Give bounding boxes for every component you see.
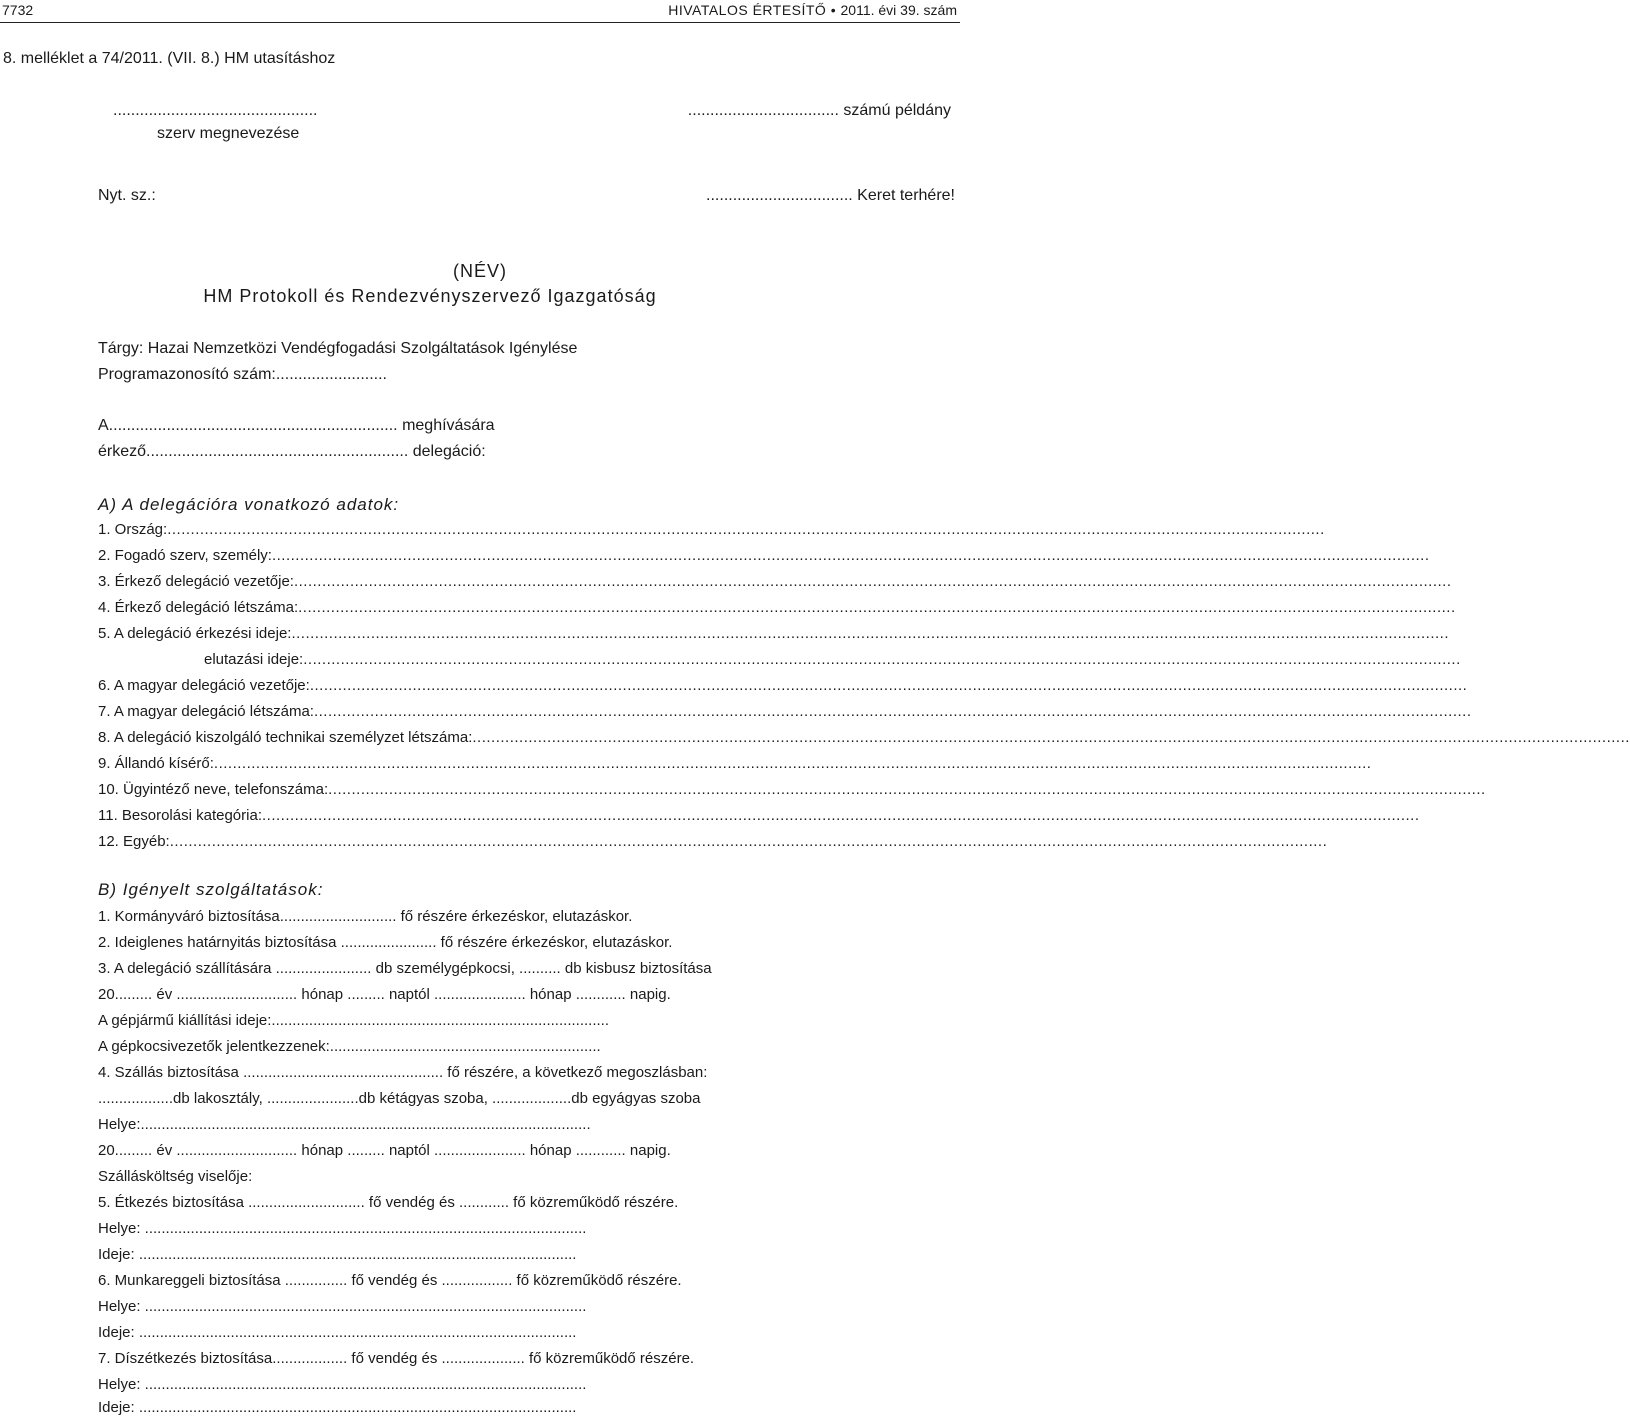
form-field bbox=[98, 521, 1325, 543]
service-line: A gépkocsivezetők jelentkezzenek:................................................................. bbox=[98, 1038, 601, 1055]
form-field bbox=[98, 573, 1452, 595]
service-line: Helye: .......................................................................................................... bbox=[98, 1376, 587, 1393]
form-field bbox=[98, 599, 1456, 621]
dotted-leader: ........................................................................................................................................................................................................................................................ bbox=[472, 729, 1630, 746]
form-field bbox=[98, 651, 1461, 673]
dotted-leader: ........................................................................................................................................................................................................................................................ bbox=[167, 521, 1325, 538]
field-label: 11. Besorolási kategória: bbox=[98, 807, 262, 824]
recipient-department: HM Protokoll és Rendezvényszervező Igazgatóság bbox=[203, 286, 657, 306]
budget-frame-field: ................................. Keret terhére! bbox=[706, 187, 955, 204]
service-line: 3. A delegáció szállítására ....................... db személygépkocsi, .......... db kisbusz biztosítása bbox=[98, 960, 712, 977]
dotted-leader: ........................................................................................................................................................................................................................................................ bbox=[309, 677, 1468, 694]
dotted-leader: ........................................................................................................................................................................................................................................................ bbox=[169, 833, 1328, 850]
dotted-leader: ........................................................................................................................................................................................................................................................ bbox=[328, 781, 1486, 798]
service-line: Ideje: ......................................................................................................... bbox=[98, 1246, 577, 1263]
bullet-separator: • bbox=[830, 2, 837, 18]
org-name-blank: .............................................. bbox=[113, 102, 318, 119]
issue-label: 2011. évi 39. szám bbox=[840, 2, 957, 18]
header-rule bbox=[0, 22, 960, 23]
invitation-line: A................................................................. meghívására bbox=[98, 417, 495, 434]
dotted-leader: ........................................................................................................................................................................................................................................................ bbox=[313, 703, 1472, 720]
dotted-leader: ........................................................................................................................................................................................................................................................ bbox=[293, 573, 1452, 590]
field-label: 1. Ország: bbox=[98, 521, 168, 538]
form-field bbox=[98, 807, 1420, 829]
form-field bbox=[98, 781, 1486, 803]
field-label: 4. Érkező delegáció létszáma: bbox=[98, 599, 299, 616]
field-label: 12. Egyéb: bbox=[98, 833, 170, 850]
service-line: Helye:............................................................................................................ bbox=[98, 1116, 591, 1133]
copy-number-field: .................................. számú példány bbox=[687, 102, 951, 119]
dotted-leader: ........................................................................................................................................................................................................................................................ bbox=[261, 807, 1420, 824]
service-line: ..................db lakosztály, ......................db kétágyas szoba, ...................db egyágyas szoba bbox=[98, 1090, 701, 1107]
arriving-delegation-line: érkező........................................................... delegáció: bbox=[98, 443, 486, 460]
dotted-leader: ........................................................................................................................................................................................................................................................ bbox=[303, 651, 1461, 668]
dotted-leader: ........................................................................................................................................................................................................................................................ bbox=[291, 625, 1450, 642]
service-line: 20......... év ............................. hónap ......... naptól ...................... hónap ............ napig. bbox=[98, 1142, 671, 1159]
field-label: 2. Fogadó szerv, személy: bbox=[98, 547, 272, 564]
service-line: 4. Szállás biztosítása ................................................ fő részére, a következő megoszlásban: bbox=[98, 1064, 708, 1081]
recipient-name: (NÉV) bbox=[453, 261, 507, 281]
field-label: elutazási ideje: bbox=[204, 651, 304, 668]
field-label: 9. Állandó kísérő: bbox=[98, 755, 214, 772]
dotted-leader: ........................................................................................................................................................................................................................................................ bbox=[213, 755, 1372, 772]
service-line: 7. Díszétkezés biztosítása.................. fő vendég és .................... fő közreműködő részére. bbox=[98, 1350, 695, 1367]
field-label: 3. Érkező delegáció vezetője: bbox=[98, 573, 294, 590]
subject-line: Tárgy: Hazai Nemzetközi Vendégfogadási Szolgáltatások Igénylése bbox=[98, 340, 578, 357]
field-label: 7. A magyar delegáció létszáma: bbox=[98, 703, 314, 720]
field-label: 8. A delegáció kiszolgáló technikai személyzet létszáma: bbox=[98, 729, 473, 746]
field-label: 5. A delegáció érkezési ideje: bbox=[98, 625, 292, 642]
service-line: 5. Étkezés biztosítása ............................ fő vendég és ............ fő közreműködő részére. bbox=[98, 1194, 679, 1211]
annex-title: 8. melléklet a 74/2011. (VII. 8.) HM utasításhoz bbox=[3, 50, 336, 67]
service-line: 20......... év ............................. hónap ......... naptól ...................... hónap ............ napig. bbox=[98, 986, 671, 1003]
field-label: 6. A magyar delegáció vezetője: bbox=[98, 677, 310, 694]
section-b-title: B) Igényelt szolgáltatások: bbox=[98, 880, 324, 899]
form-field bbox=[98, 625, 1450, 647]
form-field bbox=[98, 677, 1468, 699]
service-line: Szállásköltség viselője: bbox=[98, 1168, 253, 1185]
field-label: 10. Ügyintéző neve, telefonszáma: bbox=[98, 781, 329, 798]
service-line: Helye: .......................................................................................................... bbox=[98, 1298, 587, 1315]
form-field bbox=[98, 703, 1472, 725]
form-field bbox=[98, 833, 1328, 855]
service-line: 1. Kormányváró biztosítása............................ fő részére érkezéskor, elutazáskor. bbox=[98, 908, 633, 925]
service-line: Ideje: ......................................................................................................... bbox=[98, 1399, 577, 1416]
registry-number-label: Nyt. sz.: bbox=[98, 187, 156, 204]
form-field bbox=[98, 729, 1630, 751]
form-field bbox=[98, 547, 1430, 569]
service-line: Helye: .......................................................................................................... bbox=[98, 1220, 587, 1237]
service-line: A gépjármű kiállítási ideje:................................................................................. bbox=[98, 1012, 609, 1029]
page-number: 7732 bbox=[2, 2, 34, 18]
section-a-title: A) A delegációra vonatkozó adatok: bbox=[98, 495, 400, 514]
form-field bbox=[98, 755, 1372, 777]
dotted-leader: ........................................................................................................................................................................................................................................................ bbox=[271, 547, 1430, 564]
dotted-leader: ........................................................................................................................................................................................................................................................ bbox=[298, 599, 1456, 616]
org-name-label: szerv megnevezése bbox=[157, 125, 300, 142]
service-line: 2. Ideiglenes határnyitás biztosítása ....................... fő részére érkezéskor, elutazáskor. bbox=[98, 934, 673, 951]
service-line: 6. Munkareggeli biztosítása ............... fő vendég és ................. fő közreműködő részére. bbox=[98, 1272, 682, 1289]
service-line: Ideje: ......................................................................................................... bbox=[98, 1324, 577, 1341]
journal-title: HIVATALOS ÉRTESÍTŐ bbox=[668, 2, 827, 18]
program-id-field: Programazonosító szám:......................... bbox=[98, 366, 387, 383]
running-header bbox=[668, 2, 957, 18]
